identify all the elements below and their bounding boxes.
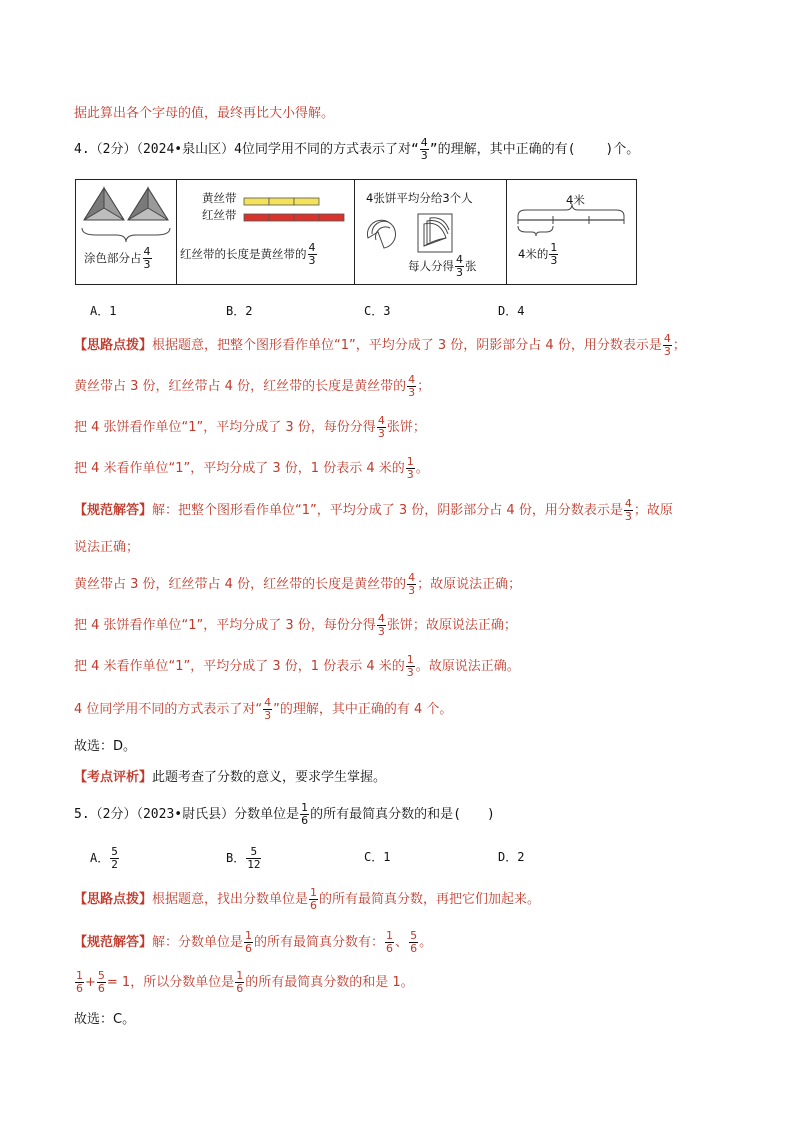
q4-header-a: 4.（2分）（2024•泉山区）4位同学用不同的方式表示了对“ — [74, 142, 419, 157]
yellow-ribbon-label: 黄丝带 — [202, 191, 237, 205]
q4-header-fraction: $\frac{4}{3}$ — [420, 136, 428, 162]
q5-answer: 故选：C。 — [74, 1012, 136, 1027]
q4-choice-a: A．1 — [90, 304, 117, 318]
q4-solution-line-3: 黄丝带占 3 份，红丝带占 4 份，红丝带的长度是黄丝带的 $\frac{4}{3}$ ；故原说法正确； — [74, 571, 522, 597]
q5-choice-a: A． $\frac{5}{2}$ — [90, 845, 118, 871]
q4-choice-b: B．2 — [226, 304, 253, 318]
q5-choice-d: D．2 — [498, 850, 525, 864]
q4-analysis-line-3: 把 4 张饼看作单位“1”，平均分成了 3 份，每份分得 $\frac{4}{3}$ 张饼； — [74, 414, 426, 440]
analysis-tag: 【思路点拨】 — [74, 338, 153, 353]
intro-line: 据此算出各个字母的值，最终再比大小得解。 — [74, 106, 335, 121]
q4-solution-line-5: 把 4 米看作单位“1”，平均分成了 3 份，1 份表示 4 米的 $\frac{1}{3}$ 。故原说法正确。 — [74, 653, 520, 679]
q4-choice-c: C．3 — [364, 304, 391, 318]
solution-tag: 【规范解答】 — [74, 503, 153, 518]
ribbons-icon — [176, 180, 354, 240]
red-ribbon-label: 红丝带 — [202, 208, 237, 222]
fig3-caption: 每人分得 $\frac{4}{3}$ 张 — [408, 253, 477, 279]
q4-solution-line-1: 【规范解答】解：把整个图形看作单位“1”，平均分成了 3 份，阴影部分占 4 份，用分数表示是 $\frac{4}{3}$ ；故原 — [74, 497, 673, 523]
figure-meters — [506, 180, 636, 284]
figure-table — [75, 179, 637, 285]
figure-pancakes — [354, 180, 507, 284]
q4-analysis-line-1: 【思路点拨】根据题意，把整个图形看作单位“1”，平均分成了 3 份，阴影部分占 4 份，用分数表示是 $\frac{4}{3}$ ； — [74, 332, 686, 358]
fig2-caption: 红丝带的长度是黄丝带的 $\frac{4}{3}$ — [180, 241, 316, 267]
q4-review: 【考点评析】此题考查了分数的意义，要求学生掌握。 — [74, 770, 387, 785]
q4-answer: 故选：D。 — [74, 739, 137, 754]
q4-header-c: )个。 — [605, 142, 640, 157]
fig1-caption: 涂色部分占 $\frac{4}{3}$ — [84, 245, 151, 271]
q4-header-b: ”的理解，其中正确的有( — [429, 142, 576, 157]
q4-conclusion: 4 位同学用不同的方式表示了对“ $\frac{4}{3}$ ”的理解，其中正确的有 4 个。 — [74, 696, 453, 722]
q4-choice-d: D．4 — [498, 304, 525, 318]
fig3-top-label: 4张饼平均分给3个人 — [366, 191, 473, 205]
q5-analysis: 【思路点拨】根据题意，找出分数单位是 $\frac{1}{6}$ 的所有最简真分数，再把它们加起来。 — [74, 886, 541, 912]
q5-solution-line-1: 【规范解答】解：分数单位是 $\frac{1}{6}$ 的所有最简真分数有： $\frac{1}{6}$ 、 $\frac{5}{6}$ 。 — [74, 929, 433, 955]
fig4-caption: 4米的 $\frac{1}{3}$ — [518, 241, 558, 267]
review-tag: 【考点评析】 — [74, 770, 153, 785]
q4-analysis-line-2: 黄丝带占 3 份，红丝带占 4 份，红丝带的长度是黄丝带的 $\frac{4}{3}$ ； — [74, 373, 431, 399]
q5-choice-c: C．1 — [364, 850, 391, 864]
fig4-top-label: 4米 — [566, 193, 585, 207]
figure-triangles — [76, 180, 177, 284]
q5-solution-line-2: $\frac{1}{6}$ + $\frac{5}{6}$ = 1，所以分数单位是 $\frac{1}{6}$ 的所有最简真分数的和是 1。 — [76, 969, 414, 995]
q4-header — [74, 137, 639, 162]
brace-line-icon — [506, 180, 636, 284]
q4-solution-line-4: 把 4 张饼看作单位“1”，平均分成了 3 份，每份分得 $\frac{4}{3}$ 张饼；故原说法正确； — [74, 612, 517, 638]
q4-solution-line-2: 说法正确； — [74, 540, 140, 555]
q5-header: 5.（2分）（2023•尉氏县）分数单位是 $\frac{1}{6}$ 的所有最简真分数的和是( ) — [74, 801, 495, 827]
q4-analysis-line-4: 把 4 米看作单位“1”，平均分成了 3 份，1 份表示 4 米的 $\frac{1}{3}$ 。 — [74, 455, 429, 481]
figure-ribbons — [176, 180, 355, 284]
q5-choice-b: B． $\frac{5}{12}$ — [226, 845, 261, 871]
